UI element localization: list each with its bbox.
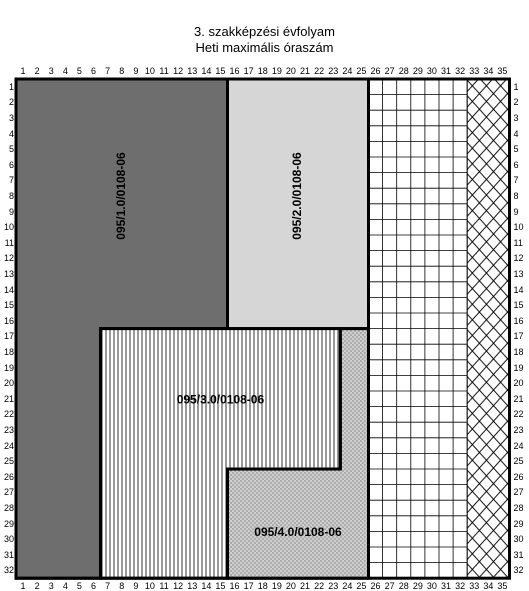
column-label-bottom: 27 [382,581,398,591]
row-label-left: 13 [0,269,14,279]
row-label-left: 29 [0,519,14,529]
row-label-left: 3 [0,113,14,123]
block-095-3-label: 095/3.0/0108-06 [177,393,265,407]
column-label-top: 18 [255,66,271,76]
diagram-title-line-1: 3. szakképzési évfolyam [0,24,529,40]
row-label-left: 11 [0,238,14,248]
column-label-top: 22 [311,66,327,76]
row-label-left: 23 [0,425,14,435]
column-label-top: 7 [100,66,116,76]
column-label-top: 25 [353,66,369,76]
column-label-top: 6 [86,66,102,76]
column-label-bottom: 7 [100,581,116,591]
row-label-left: 26 [0,472,14,482]
column-label-top: 11 [156,66,172,76]
row-label-right: 20 [514,378,529,388]
row-label-right: 24 [514,441,529,451]
row-label-right: 8 [514,191,529,201]
column-label-bottom: 28 [396,581,412,591]
column-label-top: 12 [170,66,186,76]
row-label-left: 18 [0,347,14,357]
row-label-right: 23 [514,425,529,435]
row-label-left: 28 [0,503,14,513]
column-label-bottom: 32 [452,581,468,591]
column-label-top: 3 [43,66,59,76]
row-label-right: 7 [514,175,529,185]
row-label-right: 17 [514,331,529,341]
column-label-top: 32 [452,66,468,76]
row-label-right: 28 [514,503,529,513]
row-label-left: 27 [0,487,14,497]
column-label-top: 9 [128,66,144,76]
column-label-bottom: 30 [424,581,440,591]
row-label-left: 17 [0,331,14,341]
column-label-bottom: 5 [71,581,87,591]
column-label-bottom: 21 [297,581,313,591]
row-label-right: 27 [514,487,529,497]
column-label-bottom: 2 [29,581,45,591]
row-label-right: 9 [514,207,529,217]
row-label-left: 10 [0,222,14,232]
row-label-left: 32 [0,565,14,575]
row-label-left: 14 [0,285,14,295]
column-label-bottom: 14 [198,581,214,591]
row-label-left: 2 [0,97,14,107]
row-label-left: 22 [0,409,14,419]
row-label-left: 5 [0,144,14,154]
row-label-left: 1 [0,82,14,92]
row-label-right: 22 [514,409,529,419]
column-label-bottom: 34 [480,581,496,591]
row-label-left: 4 [0,129,14,139]
row-label-left: 9 [0,207,14,217]
column-label-top: 10 [142,66,158,76]
column-label-top: 33 [466,66,482,76]
column-label-top: 31 [438,66,454,76]
column-label-bottom: 1 [15,581,31,591]
column-label-bottom: 15 [212,581,228,591]
diagram-title-line-2: Heti maximális óraszám [0,40,529,56]
column-label-top: 4 [57,66,73,76]
column-label-bottom: 16 [227,581,243,591]
column-label-bottom: 4 [57,581,73,591]
row-label-right: 4 [514,129,529,139]
column-label-bottom: 8 [114,581,130,591]
free-hours-grid [369,79,468,578]
column-label-bottom: 13 [184,581,200,591]
column-label-bottom: 29 [410,581,426,591]
row-label-left: 24 [0,441,14,451]
crossed-hours-area [467,79,509,578]
column-label-bottom: 26 [368,581,384,591]
column-label-top: 34 [480,66,496,76]
column-label-bottom: 35 [494,581,510,591]
column-label-bottom: 22 [311,581,327,591]
column-label-top: 8 [114,66,130,76]
column-label-bottom: 33 [466,581,482,591]
column-label-bottom: 20 [283,581,299,591]
column-label-top: 1 [15,66,31,76]
column-label-bottom: 31 [438,581,454,591]
column-label-bottom: 6 [86,581,102,591]
column-label-top: 20 [283,66,299,76]
block-095-4-label: 095/4.0/0108-06 [254,525,342,539]
row-label-left: 7 [0,175,14,185]
column-label-top: 16 [227,66,243,76]
column-label-top: 23 [325,66,341,76]
row-label-right: 1 [514,82,529,92]
row-label-left: 30 [0,534,14,544]
row-label-right: 13 [514,269,529,279]
column-label-top: 21 [297,66,313,76]
column-label-top: 26 [368,66,384,76]
row-label-right: 21 [514,394,529,404]
row-label-left: 16 [0,316,14,326]
row-label-left: 20 [0,378,14,388]
row-label-right: 31 [514,550,529,560]
row-label-right: 2 [514,97,529,107]
column-label-top: 17 [241,66,257,76]
row-label-right: 30 [514,534,529,544]
column-label-top: 28 [396,66,412,76]
column-label-bottom: 24 [339,581,355,591]
column-label-top: 30 [424,66,440,76]
column-label-top: 19 [269,66,285,76]
column-label-bottom: 17 [241,581,257,591]
row-label-left: 12 [0,253,14,263]
column-label-bottom: 3 [43,581,59,591]
row-label-right: 32 [514,565,529,575]
row-label-right: 6 [514,160,529,170]
column-label-top: 27 [382,66,398,76]
column-label-top: 15 [212,66,228,76]
block-095-1-label: 095/1.0/0108-06 [114,152,128,240]
row-label-right: 14 [514,285,529,295]
row-label-right: 18 [514,347,529,357]
row-label-left: 8 [0,191,14,201]
column-label-bottom: 11 [156,581,172,591]
column-label-top: 35 [494,66,510,76]
row-label-right: 12 [514,253,529,263]
column-label-bottom: 25 [353,581,369,591]
column-label-top: 13 [184,66,200,76]
column-label-bottom: 23 [325,581,341,591]
row-label-left: 15 [0,300,14,310]
column-label-top: 14 [198,66,214,76]
row-label-left: 6 [0,160,14,170]
column-label-bottom: 9 [128,581,144,591]
row-label-left: 21 [0,394,14,404]
row-label-right: 25 [514,456,529,466]
column-label-bottom: 10 [142,581,158,591]
row-label-right: 3 [514,113,529,123]
row-label-right: 19 [514,363,529,373]
row-label-right: 16 [514,316,529,326]
row-label-left: 19 [0,363,14,373]
row-label-left: 31 [0,550,14,560]
block-095-2-label: 095/2.0/0108-06 [290,152,304,240]
column-label-top: 24 [339,66,355,76]
column-label-top: 5 [71,66,87,76]
row-label-right: 11 [514,238,529,248]
column-label-top: 2 [29,66,45,76]
column-label-bottom: 18 [255,581,271,591]
row-label-right: 15 [514,300,529,310]
column-label-bottom: 12 [170,581,186,591]
column-label-bottom: 19 [269,581,285,591]
column-label-top: 29 [410,66,426,76]
row-label-right: 26 [514,472,529,482]
row-label-left: 25 [0,456,14,466]
row-label-right: 5 [514,144,529,154]
row-label-right: 10 [514,222,529,232]
row-label-right: 29 [514,519,529,529]
